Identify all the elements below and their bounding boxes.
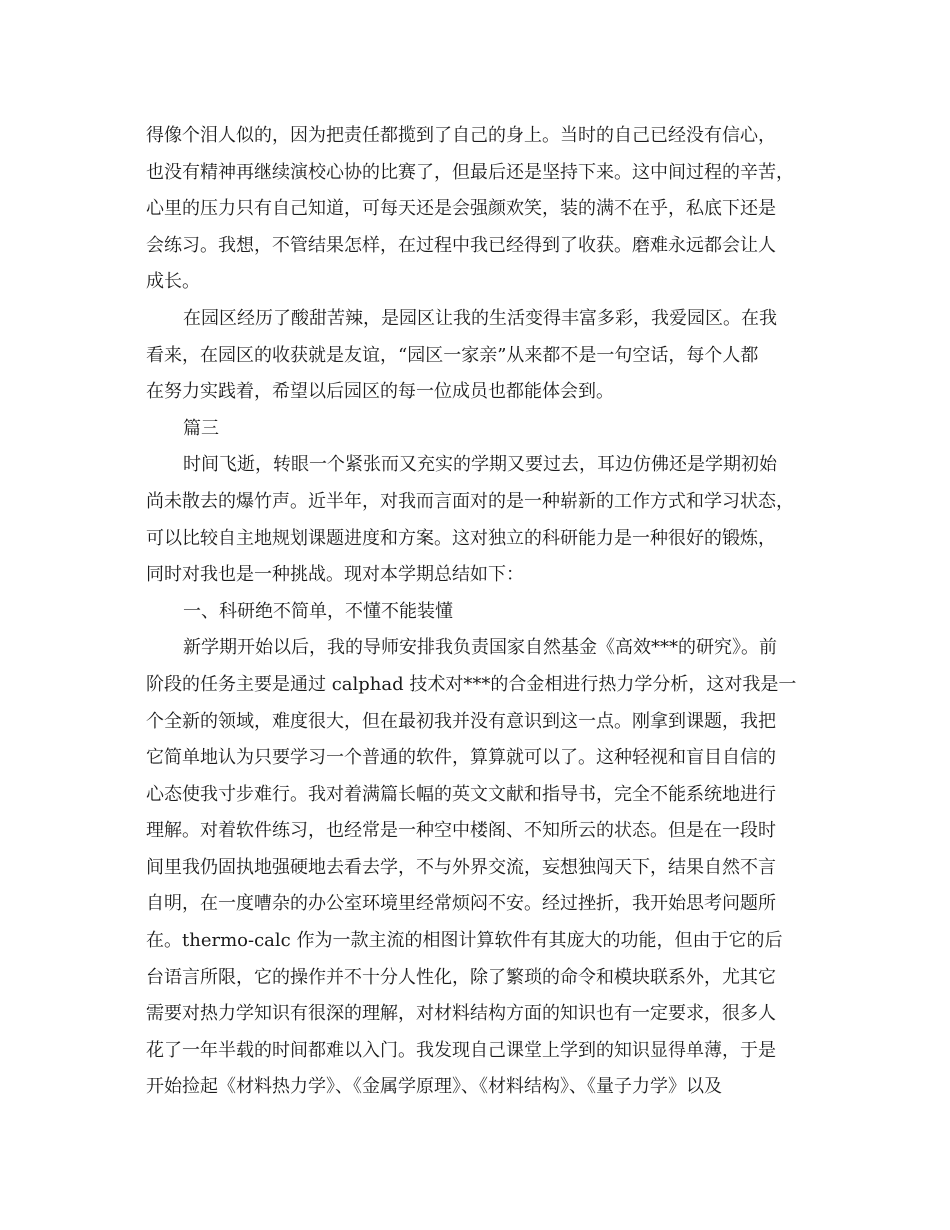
text-line: 开始捡起《材料热力学》、《金属学原理》、《材料结构》、《量子力学》以及 [146,1076,722,1098]
text-line: 间里我仍固执地强硬地去看去学，不与外界交流，妄想独闯天下，结果自然不言 [146,856,776,878]
text-line: 阶段的任务主要是通过 calphad 技术对***的合金相进行热力学分析，这对我是一 [146,673,797,695]
text-line: 在努力实践着，希望以后园区的每一位成员也都能体会到。 [146,381,614,403]
text-line: 得像个泪人似的，因为把责任都揽到了自己的身上。当时的自己已经没有信心， [146,125,776,146]
text-line: 在园区经历了酸甜苦辣，是园区让我的生活变得丰富多彩，我爱园区。在我 [183,307,777,329]
text-line: 也没有精神再继续演校心协的比赛了，但最后还是坚持下来。这中间过程的辛苦， [146,161,794,183]
text-line: 尚未散去的爆竹声。近半年，对我而言面对的是一种崭新的工作方式和学习状态， [146,490,794,512]
document-page [146,118,806,1106]
text-line: 时间飞逝，转眼一个紧张而又充实的学期又要过去，耳边仿佛还是学期初始 [183,454,777,476]
text-line: 篇三 [183,417,219,439]
text-line: 理解。对着软件练习，也经常是一种空中楼阁、不知所云的状态。但是在一段时 [146,820,776,842]
text-line: 看来，在园区的收获就是友谊，“园区一家亲”从来都不是一句空话，每个人都 [146,344,759,366]
text-line: 新学期开始以后，我的导师安排我负责国家自然基金《高效***的研究》。前 [183,637,777,659]
text-line: 需要对热力学知识有很深的理解，对材料结构方面的知识也有一定要求，很多人 [146,1003,776,1025]
text-line: 一、科研绝不简单，不懂不能装懂 [183,600,453,622]
text-line: 花了一年半载的时间都难以入门。我发现自己课堂上学到的知识显得单薄，于是 [146,1039,776,1061]
text-line: 台语言所限，它的操作并不十分人性化，除了繁琐的命令和模块联系外，尤其它 [146,966,776,988]
text-line: 可以比较自主地规划课题进度和方案。这对独立的科研能力是一种很好的锻炼， [146,527,776,549]
text-line: 个全新的领域，难度很大，但在最初我并没有意识到这一点。刚拿到课题，我把 [146,710,776,732]
text-line: 在。thermo-calc 作为一款主流的相图计算软件有其庞大的功能，但由于它的后 [146,930,783,952]
text-line: 心态使我寸步难行。我对着满篇长幅的英文文献和指导书，完全不能系统地进行 [146,783,776,805]
text-line: 会练习。我想，不管结果怎样，在过程中我已经得到了收获。磨难永远都会让人 [146,234,776,256]
text-line: 成长。 [146,271,200,293]
text-line: 自明，在一度嘈杂的办公室环境里经常烦闷不安。经过挫折，我开始思考问题所 [146,893,776,915]
text-line: 心里的压力只有自己知道，可每天还是会强颜欢笑，装的满不在乎，私底下还是 [146,198,776,220]
text-line: 同时对我也是一种挑战。现对本学期总结如下： [146,564,524,586]
text-line: 它简单地认为只要学习一个普通的软件，算算就可以了。这种轻视和盲目自信的 [146,747,776,769]
